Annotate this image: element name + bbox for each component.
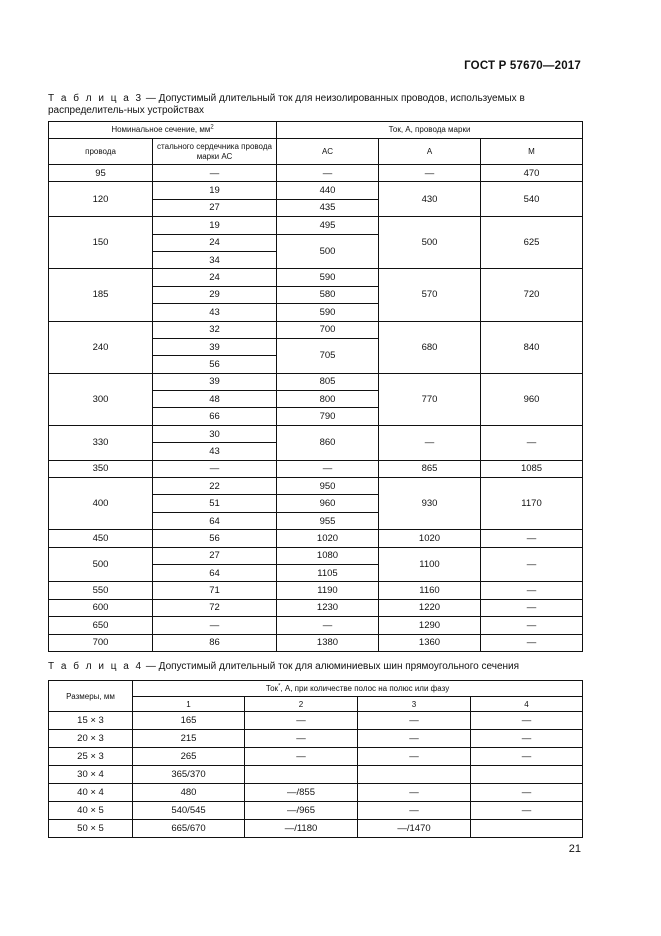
cell-a: 1160 xyxy=(379,582,481,599)
cell-steel: 22 xyxy=(153,478,277,495)
header-current-pre: Ток xyxy=(265,684,279,693)
cell-steel: 64 xyxy=(153,512,277,529)
cell-ac: 1105 xyxy=(277,564,379,581)
cell-ac: 950 xyxy=(277,478,379,495)
table-row xyxy=(49,712,583,730)
cell-steel: 27 xyxy=(153,547,277,564)
cell-strips-3: — xyxy=(358,748,471,766)
cell-strips-4 xyxy=(471,766,583,784)
cell-steel: 19 xyxy=(153,217,277,234)
cell-a: 865 xyxy=(379,460,481,477)
cell-a: 770 xyxy=(379,373,481,425)
cell-a: 1020 xyxy=(379,530,481,547)
cell-ac: 435 xyxy=(277,199,379,216)
cell-m: 720 xyxy=(481,269,583,321)
header-strips-4: 4 xyxy=(471,697,583,712)
cell-steel: 39 xyxy=(153,373,277,390)
table-row xyxy=(49,547,583,564)
cell-strips-2: —/855 xyxy=(245,784,358,802)
cell-size: 50 × 5 xyxy=(49,820,133,838)
cell-strips-2: —/1180 xyxy=(245,820,358,838)
table-row xyxy=(49,634,583,651)
cell-strips-3: — xyxy=(358,784,471,802)
cell-ac: — xyxy=(277,617,379,634)
cell-steel: 27 xyxy=(153,199,277,216)
table-row xyxy=(49,269,583,286)
cell-ac: 495 xyxy=(277,217,379,234)
cell-strips-2: — xyxy=(245,730,358,748)
table-4-title: — Допустимый длительный ток для алюминиевых шин прямоугольного сечения xyxy=(143,661,520,672)
cell-steel: 71 xyxy=(153,582,277,599)
table-row xyxy=(49,165,583,182)
table-row xyxy=(49,820,583,838)
cell-section: 400 xyxy=(49,478,153,530)
cell-ac: 955 xyxy=(277,512,379,529)
header-ac: АС xyxy=(277,139,379,165)
table-3-label: Т а б л и ц а 3 xyxy=(48,93,144,104)
table-row xyxy=(49,730,583,748)
table-row xyxy=(49,617,583,634)
cell-steel: — xyxy=(153,460,277,477)
cell-steel: 48 xyxy=(153,391,277,408)
cell-strips-4: — xyxy=(471,748,583,766)
table-row xyxy=(49,599,583,616)
cell-section: 240 xyxy=(49,321,153,373)
cell-strips-1: 665/670 xyxy=(133,820,245,838)
cell-ac: 1190 xyxy=(277,582,379,599)
table-3 xyxy=(48,121,583,652)
cell-ac: 590 xyxy=(277,304,379,321)
cell-steel: 72 xyxy=(153,599,277,616)
cell-strips-2 xyxy=(245,766,358,784)
table-row xyxy=(49,217,583,234)
header-nominal-sup: 2 xyxy=(210,124,214,131)
table-3-title: — Допустимый длительный ток для неизолированных проводов, используемых в распределитель-ных устройствах xyxy=(48,93,525,116)
header-steel-core: стального сердечника провода марки АС xyxy=(153,139,277,165)
cell-a: 1360 xyxy=(379,634,481,651)
cell-section: 600 xyxy=(49,599,153,616)
cell-strips-3: — xyxy=(358,802,471,820)
table-row xyxy=(49,784,583,802)
cell-strips-3: — xyxy=(358,712,471,730)
cell-steel: — xyxy=(153,617,277,634)
header-size: Размеры, мм xyxy=(49,681,133,712)
cell-strips-1: 540/545 xyxy=(133,802,245,820)
cell-strips-3: —/1470 xyxy=(358,820,471,838)
table-row xyxy=(49,373,583,390)
cell-m: — xyxy=(481,530,583,547)
table-row xyxy=(49,460,583,477)
cell-section: 330 xyxy=(49,425,153,460)
header-strips-1: 1 xyxy=(133,697,245,712)
cell-steel: 39 xyxy=(153,338,277,355)
cell-ac: 790 xyxy=(277,408,379,425)
cell-strips-2: — xyxy=(245,712,358,730)
cell-m: 960 xyxy=(481,373,583,425)
cell-steel: 56 xyxy=(153,530,277,547)
cell-steel: 86 xyxy=(153,634,277,651)
cell-a: 930 xyxy=(379,478,481,530)
cell-section: 700 xyxy=(49,634,153,651)
cell-strips-1: 365/370 xyxy=(133,766,245,784)
cell-ac: 590 xyxy=(277,269,379,286)
cell-steel: 24 xyxy=(153,269,277,286)
table-row xyxy=(49,802,583,820)
cell-steel: 30 xyxy=(153,425,277,442)
table-row xyxy=(49,182,583,199)
cell-size: 25 × 3 xyxy=(49,748,133,766)
cell-m: — xyxy=(481,582,583,599)
cell-strips-3: — xyxy=(358,730,471,748)
cell-steel: 24 xyxy=(153,234,277,251)
cell-strips-4: — xyxy=(471,784,583,802)
cell-steel: 29 xyxy=(153,286,277,303)
cell-a: — xyxy=(379,165,481,182)
cell-ac: 805 xyxy=(277,373,379,390)
cell-steel: — xyxy=(153,165,277,182)
table-row xyxy=(49,748,583,766)
table-4 xyxy=(48,680,583,838)
cell-section: 650 xyxy=(49,617,153,634)
cell-steel: 66 xyxy=(153,408,277,425)
cell-m: — xyxy=(481,547,583,582)
table-row xyxy=(49,766,583,784)
cell-strips-3 xyxy=(358,766,471,784)
cell-section: 450 xyxy=(49,530,153,547)
table-row xyxy=(49,530,583,547)
cell-section: 150 xyxy=(49,217,153,269)
cell-section: 550 xyxy=(49,582,153,599)
header-current-post: , А, при количестве полос на полюс или фазу xyxy=(280,684,450,693)
cell-ac: 1380 xyxy=(277,634,379,651)
header-a: А xyxy=(379,139,481,165)
table-row xyxy=(49,478,583,495)
cell-steel: 19 xyxy=(153,182,277,199)
cell-ac: — xyxy=(277,165,379,182)
document-code: ГОСТ Р 57670—2017 xyxy=(464,60,581,72)
cell-m: 1085 xyxy=(481,460,583,477)
table-row xyxy=(49,582,583,599)
header-current-sup: * xyxy=(278,683,281,690)
page-number: 21 xyxy=(568,843,581,855)
header-current-strips xyxy=(133,681,583,697)
cell-strips-1: 480 xyxy=(133,784,245,802)
cell-m: 540 xyxy=(481,182,583,217)
cell-strips-2: — xyxy=(245,748,358,766)
cell-size: 20 × 3 xyxy=(49,730,133,748)
cell-section: 350 xyxy=(49,460,153,477)
cell-m: — xyxy=(481,617,583,634)
cell-size: 15 × 3 xyxy=(49,712,133,730)
header-wire: провода xyxy=(49,139,153,165)
cell-steel: 56 xyxy=(153,356,277,373)
cell-steel: 34 xyxy=(153,251,277,268)
cell-size: 30 × 4 xyxy=(49,766,133,784)
cell-strips-2: —/965 xyxy=(245,802,358,820)
cell-size: 40 × 4 xyxy=(49,784,133,802)
cell-steel: 43 xyxy=(153,443,277,460)
table-4-label: Т а б л и ц а 4 xyxy=(48,661,144,672)
cell-ac: 580 xyxy=(277,286,379,303)
cell-steel: 32 xyxy=(153,321,277,338)
cell-strips-1: 265 xyxy=(133,748,245,766)
cell-ac: 500 xyxy=(277,234,379,269)
header-strips-2: 2 xyxy=(245,697,358,712)
cell-size: 40 × 5 xyxy=(49,802,133,820)
cell-steel: 43 xyxy=(153,304,277,321)
cell-strips-4 xyxy=(471,820,583,838)
header-m: М xyxy=(481,139,583,165)
cell-m: 625 xyxy=(481,217,583,269)
cell-section: 185 xyxy=(49,269,153,321)
cell-ac: 1020 xyxy=(277,530,379,547)
cell-ac: 440 xyxy=(277,182,379,199)
cell-m: — xyxy=(481,599,583,616)
cell-m: 840 xyxy=(481,321,583,373)
cell-a: 430 xyxy=(379,182,481,217)
cell-strips-4: — xyxy=(471,712,583,730)
cell-section: 95 xyxy=(49,165,153,182)
table-row xyxy=(49,321,583,338)
cell-a: — xyxy=(379,425,481,460)
cell-a: 1290 xyxy=(379,617,481,634)
cell-m: 1170 xyxy=(481,478,583,530)
cell-ac: 860 xyxy=(277,425,379,460)
cell-ac: 800 xyxy=(277,391,379,408)
cell-a: 1100 xyxy=(379,547,481,582)
cell-a: 680 xyxy=(379,321,481,373)
header-nominal-text: Номинальное сечение, мм xyxy=(111,125,211,134)
table-3-caption xyxy=(48,93,588,117)
cell-steel: 51 xyxy=(153,495,277,512)
cell-strips-1: 215 xyxy=(133,730,245,748)
cell-section: 500 xyxy=(49,547,153,582)
cell-ac: 960 xyxy=(277,495,379,512)
cell-strips-4: — xyxy=(471,802,583,820)
header-nominal-section xyxy=(49,122,277,139)
header-current: Ток, А, провода марки xyxy=(277,122,583,139)
table-row xyxy=(49,425,583,442)
cell-m: 470 xyxy=(481,165,583,182)
cell-ac: 700 xyxy=(277,321,379,338)
cell-strips-1: 165 xyxy=(133,712,245,730)
cell-strips-4: — xyxy=(471,730,583,748)
cell-section: 300 xyxy=(49,373,153,425)
cell-m: — xyxy=(481,425,583,460)
cell-section: 120 xyxy=(49,182,153,217)
cell-m: — xyxy=(481,634,583,651)
cell-a: 1220 xyxy=(379,599,481,616)
cell-ac: 1230 xyxy=(277,599,379,616)
cell-a: 500 xyxy=(379,217,481,269)
cell-a: 570 xyxy=(379,269,481,321)
header-strips-3: 3 xyxy=(358,697,471,712)
cell-ac: 1080 xyxy=(277,547,379,564)
table-4-caption xyxy=(48,661,588,673)
cell-steel: 64 xyxy=(153,564,277,581)
cell-ac: — xyxy=(277,460,379,477)
cell-ac: 705 xyxy=(277,338,379,373)
